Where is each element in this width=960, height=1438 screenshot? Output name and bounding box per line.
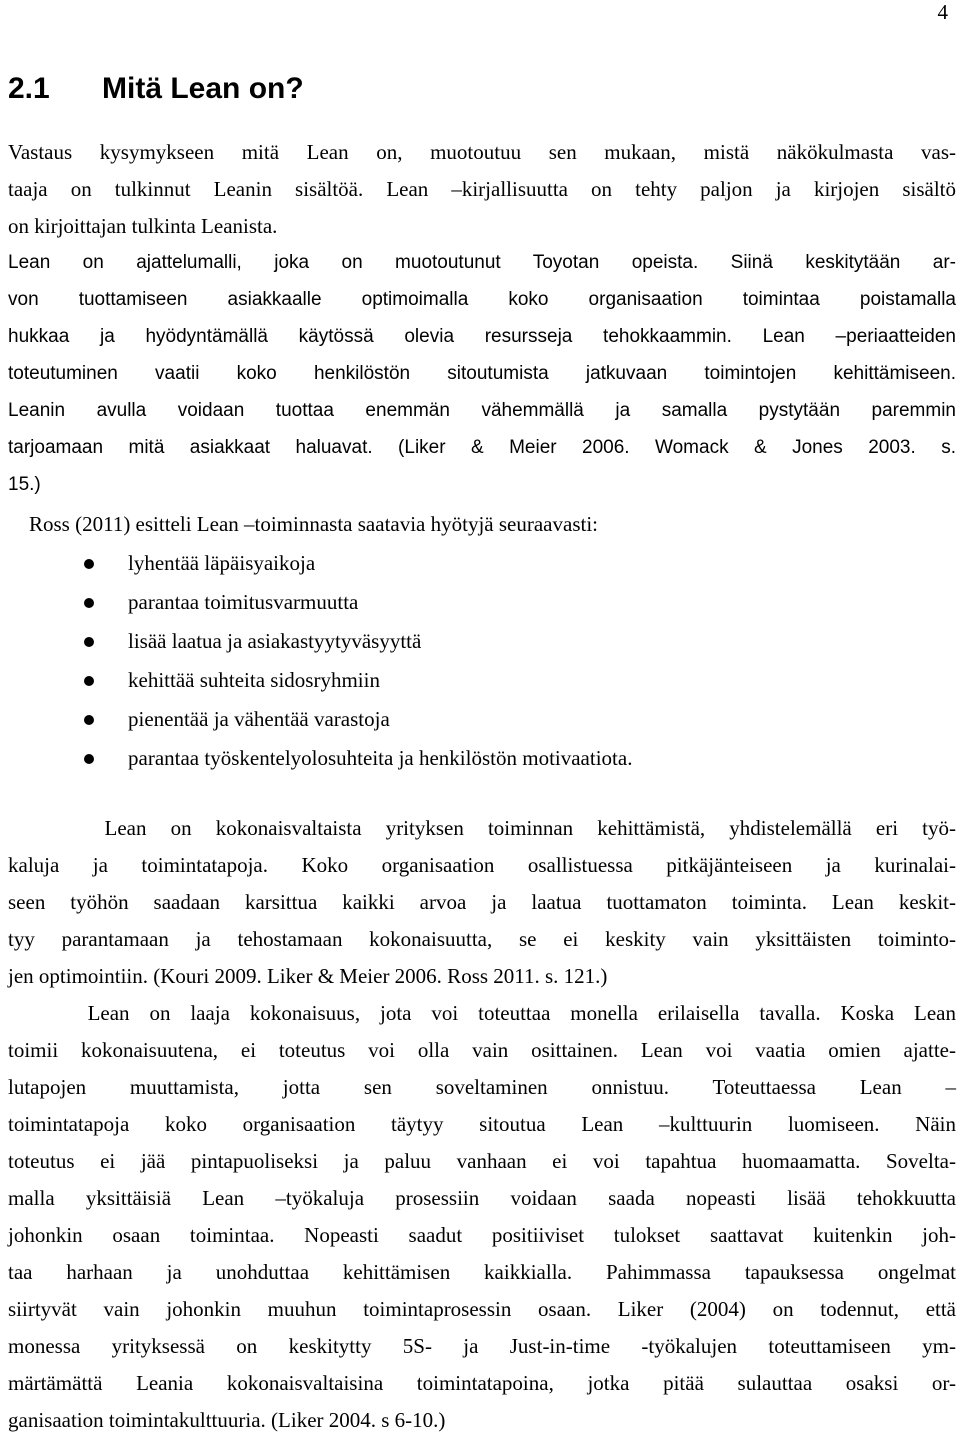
paragraph-line: taa harhaan ja unohduttaa kehittämisen kaikkialla. Pahimmassa tapauksessa ongelmat: [8, 1260, 956, 1284]
section-title: Mitä Lean on?: [102, 72, 304, 105]
bullet-icon: [84, 715, 94, 725]
paragraph-line: toteutuminen vaatii koko henkilöstön sitoutumista jatkuvaan toimintojen kehittämiseen.: [8, 363, 956, 384]
paragraph-line: 15.): [8, 474, 41, 495]
bullet-icon: [84, 637, 94, 647]
list-item: parantaa toimitusvarmuutta: [80, 583, 632, 622]
paragraph-line: taaja on tulkinnut Leanin sisältöä. Lean –kirjallisuutta on tehty paljon ja kirjojen sisältö: [8, 177, 956, 201]
list-item: kehittää suhteita sidosryhmiin: [80, 661, 632, 700]
paragraph-line: tarjoamaan mitä asiakkaat haluavat. (Liker & Meier 2006. Womack & Jones 2003. s.: [8, 437, 956, 458]
bullet-icon: [84, 598, 94, 608]
paragraph-line: Leanin avulla voidaan tuottaa enemmän vähemmällä ja samalla pystytään paremmin: [8, 400, 956, 421]
paragraph-line: toimintatapoja koko organisaation täytyy sitoutua Lean –kulttuurin luomiseen. Näin: [8, 1112, 956, 1136]
list-item: lyhentää läpäisyaikoja: [80, 544, 632, 583]
paragraph-line: Lean on laaja kokonaisuus, jota voi toteuttaa monella erilaisella tavalla. Koska Lean: [8, 1001, 956, 1025]
paragraph-line: siirtyvät vain johonkin muuhun toimintaprosessin osaan. Liker (2004) on todennut, että: [8, 1297, 956, 1321]
paragraph-line: toimii kokonaisuutena, ei toteutus voi olla vain osittainen. Lean voi vaatia omien ajatte-: [8, 1038, 956, 1062]
section-number: 2.1: [8, 72, 50, 105]
bullet-icon: [84, 559, 94, 569]
section-heading: [8, 72, 304, 106]
paragraph-line: on kirjoittajan tulkinta Leanista.: [8, 214, 278, 238]
list-item: pienentää ja vähentää varastoja: [80, 700, 632, 739]
paragraph-line: von tuottamiseen asiakkaalle optimoimalla koko organisaation toimintaa poistamalla: [8, 289, 956, 310]
paragraph-line: monessa yrityksessä on keskitytty 5S- ja Just-in-time -työkalujen toteuttamiseen ym-: [8, 1334, 956, 1358]
page-number: 4: [937, 0, 948, 24]
benefits-list: [80, 544, 632, 778]
paragraph-line: Ross (2011) esitteli Lean –toiminnasta saatavia hyötyjä seuraavasti:: [8, 512, 598, 536]
paragraph-line: ganisaation toimintakulttuuria. (Liker 2004. s 6-10.): [8, 1408, 446, 1432]
bullet-icon: [84, 754, 94, 764]
list-item: parantaa työskentelyolosuhteita ja henkilöstön motivaatiota.: [80, 739, 632, 778]
paragraph-line: johonkin osaan toimintaa. Nopeasti saadut positiiviset tulokset saattavat kuitenkin joh-: [8, 1223, 956, 1247]
list-item: lisää laatua ja asiakastyytyväsyyttä: [80, 622, 632, 661]
paragraph-line: märtämättä Leania kokonaisvaltaisina toimintatapoina, jotka pitää sulauttaa osaksi or-: [8, 1371, 956, 1395]
paragraph-line: lutapojen muuttamista, jotta sen soveltaminen onnistuu. Toteuttaessa Lean –: [8, 1075, 956, 1099]
paragraph-line: Vastaus kysymykseen mitä Lean on, muotoutuu sen mukaan, mistä näkökulmasta vas-: [8, 140, 956, 164]
paragraph-line: Lean on ajattelumalli, joka on muotoutunut Toyotan opeista. Siinä keskitytään ar-: [8, 252, 956, 273]
paragraph-line: tyy parantamaan ja tehostamaan kokonaisuutta, se ei keskity vain yksittäisten toiminto-: [8, 927, 956, 951]
bullet-icon: [84, 676, 94, 686]
paragraph-line: Lean on kokonaisvaltaista yrityksen toiminnan kehittämistä, yhdistelemällä eri työ-: [8, 816, 956, 840]
paragraph-line: toteutus ei jää pintapuoliseksi ja paluu vanhaan ei voi tapahtua huomaamatta. Sovelta-: [8, 1149, 956, 1173]
paragraph-line: hukkaa ja hyödyntämällä käytössä olevia resursseja tehokkaammin. Lean –periaatteiden: [8, 326, 956, 347]
paragraph-line: kaluja ja toimintatapoja. Koko organisaation osallistuessa pitkäjänteiseen ja kurinalai-: [8, 853, 956, 877]
paragraph-line: jen optimointiin. (Kouri 2009. Liker & Meier 2006. Ross 2011. s. 121.): [8, 964, 608, 988]
paragraph-line: seen työhön saadaan karsittua kaikki arvoa ja laatua tuottamaton toiminta. Lean keskit-: [8, 890, 956, 914]
paragraph-line: malla yksittäisiä Lean –työkaluja prosessiin voidaan saada nopeasti lisää tehokkuutta: [8, 1186, 956, 1210]
